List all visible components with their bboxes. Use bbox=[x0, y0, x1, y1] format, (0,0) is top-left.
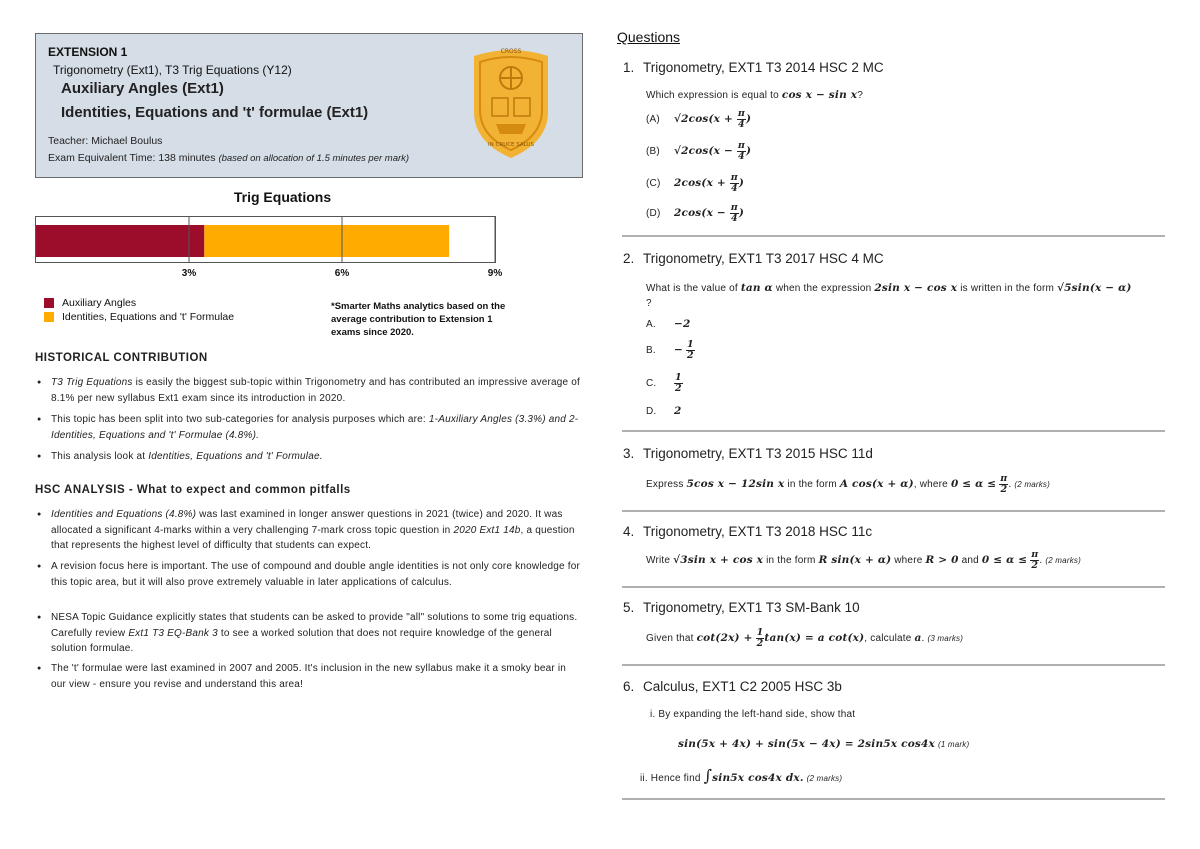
question-6-identity: sin(5x + 4x) + sin(5x − 4x) = 2sin5x cos4x (1 mark) bbox=[678, 738, 970, 750]
legend-swatch-identities bbox=[44, 312, 54, 322]
question-1-stem: Which expression is equal to cos x − sin x? bbox=[646, 89, 864, 101]
question-1-option-d: (D) 2cos(x − $\frac{\pi}{4}$ ) bbox=[646, 202, 745, 224]
chart-legend bbox=[44, 296, 234, 324]
separator bbox=[622, 664, 1165, 666]
question-5-title: 5. Trigonometry, EXT1 T3 SM-Bank 10 bbox=[623, 600, 860, 615]
question-4-body: Write √3sin x + cos x in the form R sin(x + α) where R > 0 and 0 ≤ α ≤ $\frac{\pi}{2}$ . (2 marks) bbox=[646, 549, 1081, 571]
question-4-title: 4. Trigonometry, EXT1 T3 2018 HSC 11c bbox=[623, 524, 873, 539]
questions-heading: Questions bbox=[617, 29, 681, 45]
extension-label: EXTENSION 1 bbox=[48, 45, 128, 59]
legend-swatch-auxiliary bbox=[44, 298, 54, 308]
exam-time-value: 138 minutes bbox=[158, 152, 216, 164]
crest-top-text: CROSS bbox=[500, 48, 522, 55]
separator bbox=[622, 798, 1165, 800]
legend-label-identities: Identities, Equations and 't' Formulae bbox=[62, 311, 235, 323]
question-3-body: Express 5cos x − 12sin x in the form A cos(x + α), where 0 ≤ α ≤ $\frac{\pi}{2}$ . (2 marks) bbox=[646, 473, 1050, 495]
topic-title-1: Auxiliary Angles (Ext1) bbox=[61, 80, 224, 97]
hsc-bullet-2: ● A revision focus here is important. The use of compound and double angle identities is not only core knowledge for this topic area, but it will also prove extremely valuable in later applications of calculus. bbox=[51, 559, 581, 590]
question-6-part-ii: ii. Hence find ∫sin5x cos4x dx. (2 marks) bbox=[640, 766, 843, 785]
school-crest-icon bbox=[466, 42, 556, 162]
topic-subtitle: Trigonometry (Ext1), T3 Trig Equations (Y12) bbox=[53, 63, 292, 77]
tick-label-6: 6% bbox=[334, 268, 350, 279]
stacked-bar-chart bbox=[35, 216, 505, 284]
chart-title: Trig Equations bbox=[233, 189, 332, 205]
tick-label-3: 3% bbox=[181, 268, 197, 279]
hsc-bullet-1: ● Identities and Equations (4.8%) was last examined in longer answer questions in 2021 (twice) and 2020. It was allocated a significant 4-marks within a very challenging 7-mark cross topic question in 2020 Ext1 14b, a question that represents the highest level of difficulty that students can expect. bbox=[51, 507, 581, 554]
question-1-option-b: (B) √2cos(x − $\frac{\pi}{4}$ ) bbox=[646, 140, 752, 162]
teacher-line bbox=[48, 135, 162, 147]
question-2-option-c: C. $\frac{1}{2}$ bbox=[646, 372, 682, 394]
question-1-option-a: (A) √2cos(x + $\frac{\pi}{4}$ ) bbox=[646, 108, 752, 130]
topic-title-2: Identities, Equations and 't' formulae (Ext1) bbox=[61, 104, 369, 121]
bar-auxiliary-angles bbox=[36, 225, 204, 257]
historical-heading: HISTORICAL CONTRIBUTION bbox=[35, 352, 208, 364]
topic-header-box bbox=[35, 33, 583, 178]
historical-bullet-2: ● This topic has been split into two sub-categories for analysis purposes which are: 1-Auxiliary Angles (3.3%) and 2-Identities, Equations and 't' Formulae (4.8%). bbox=[51, 412, 581, 443]
historical-bullet-3: ● This analysis look at Identities, Equations and 't' Formulae. bbox=[51, 449, 581, 465]
separator bbox=[622, 510, 1165, 512]
exam-time-note: (based on allocation of 1.5 minutes per mark) bbox=[218, 153, 410, 164]
question-2-title: 2. Trigonometry, EXT1 T3 2017 HSC 4 MC bbox=[623, 251, 884, 266]
question-2-option-a: A. −2 bbox=[646, 318, 691, 330]
exam-time-line bbox=[48, 152, 409, 164]
separator bbox=[622, 586, 1165, 588]
legend-item-auxiliary bbox=[44, 296, 234, 310]
chart-analytics-note: *Smarter Maths analytics based on the average contribution to Extension 1 exams since 2020. bbox=[331, 301, 506, 338]
separator bbox=[622, 430, 1165, 432]
legend-item-identities bbox=[44, 310, 234, 324]
question-2-option-d: D. 2 bbox=[646, 405, 682, 417]
question-2-stem: What is the value of tan α when the expression 2sin x − cos x is written in the form √5sin(x − α) bbox=[646, 282, 1132, 294]
crest-motto: IN CRUCE SALUS bbox=[488, 142, 534, 148]
bar-identities-formulae bbox=[204, 225, 449, 257]
historical-bullet-1: ● T3 Trig Equations is easily the biggest sub-topic within Trigonometry and has contributed an impressive average of 8.1% per new syllabus Ext1 exam since its introduction in 2020. bbox=[51, 375, 581, 406]
question-3-title: 3. Trigonometry, EXT1 T3 2015 HSC 11d bbox=[623, 446, 873, 461]
question-6-title: 6. Calculus, EXT1 C2 2005 HSC 3b bbox=[623, 679, 842, 694]
legend-label-auxiliary: Auxiliary Angles bbox=[62, 297, 137, 309]
question-6-part-i: i. By expanding the left-hand side, show that bbox=[650, 709, 856, 720]
teacher-label: Teacher: bbox=[48, 135, 89, 147]
tick-label-9: 9% bbox=[487, 268, 503, 279]
hsc-bullet-4: ● The 't' formulae were last examined in 2007 and 2005. It's inclusion in the new syllabus make it a smoky bear in our view - ensure you revise and understand this area! bbox=[51, 661, 581, 692]
separator bbox=[622, 235, 1165, 237]
hsc-bullet-3: ● NESA Topic Guidance explicitly states that students can be asked to provide "all" solutions to some trig equations. Carefully review Ext1 T3 EQ-Bank 3 to see a worked solution that does not require knowledge of the general solution formulae. bbox=[51, 610, 581, 657]
question-1-title: 1. Trigonometry, EXT1 T3 2014 HSC 2 MC bbox=[623, 60, 884, 75]
question-2-qmark: ? bbox=[646, 298, 652, 309]
exam-time-label: Exam Equivalent Time: bbox=[48, 152, 156, 164]
question-2-option-b: B. − $\frac{1}{2}$ bbox=[646, 339, 694, 361]
teacher-name: Michael Boulus bbox=[91, 135, 163, 147]
hsc-analysis-heading: HSC ANALYSIS - What to expect and common pitfalls bbox=[35, 484, 351, 496]
question-5-body: Given that cot(2x) + $\frac{1}{2}$ tan(x) = a cot(x), calculate a. (3 marks) bbox=[646, 627, 964, 649]
question-1-option-c: (C) 2cos(x + $\frac{\pi}{4}$ ) bbox=[646, 172, 745, 194]
